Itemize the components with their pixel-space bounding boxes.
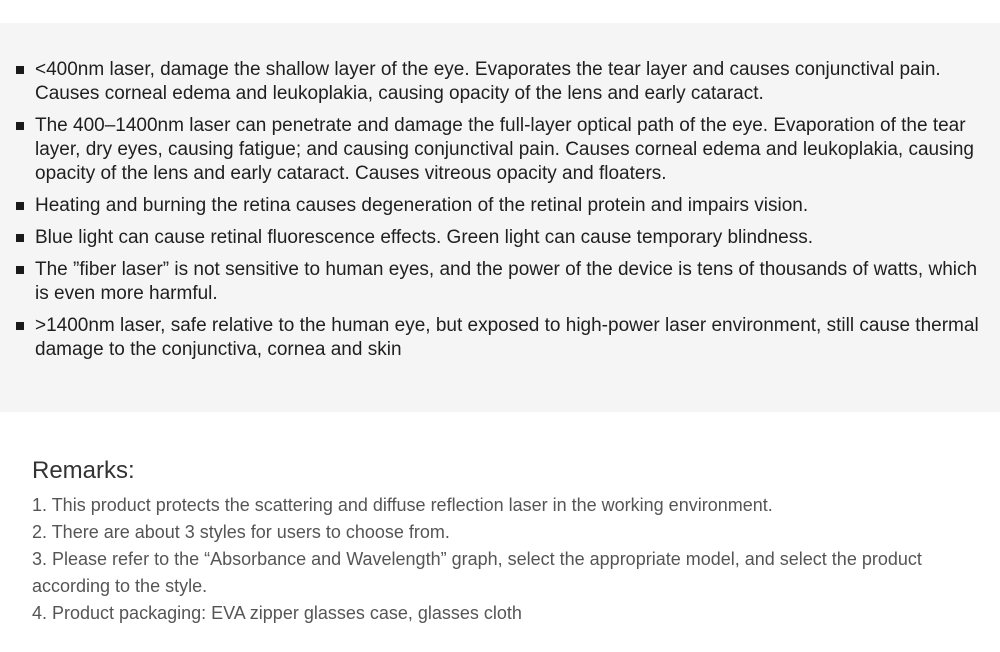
bullet-square-icon	[16, 322, 24, 330]
hazard-text: Blue light can cause retinal fluorescence effects. Green light can cause temporary blindness.	[35, 227, 814, 248]
remark-item: 2. There are about 3 styles for users to choose from.	[32, 522, 450, 542]
remark-item: 4. Product packaging: EVA zipper glasses case, glasses cloth	[32, 603, 522, 623]
hazard-item	[14, 58, 989, 106]
hazard-item	[14, 258, 989, 306]
remarks-title: Remarks:	[32, 457, 135, 484]
hazard-list	[14, 58, 989, 370]
hazard-text: Heating and burning the retina causes degeneration of the retinal protein and impairs vision.	[35, 195, 809, 216]
bullet-square-icon	[16, 122, 24, 130]
hazard-panel	[0, 23, 1000, 412]
bullet-square-icon	[16, 66, 24, 74]
bullet-square-icon	[16, 234, 24, 242]
hazard-text: >1400nm laser, safe relative to the human eye, but exposed to high-power laser environment, still cause thermal damage to the conjunctiva, cornea and skin	[35, 315, 979, 360]
hazard-item	[14, 226, 989, 250]
bullet-square-icon	[16, 202, 24, 210]
hazard-item	[14, 314, 989, 362]
remarks-list	[32, 492, 982, 627]
remarks-section	[32, 456, 982, 627]
bullet-square-icon	[16, 266, 24, 274]
hazard-text: The 400–1400nm laser can penetrate and damage the full-layer optical path of the eye. Evaporation of the tear layer, dry eyes, causing fatigue; and causing conjunctival pain. Causes corneal edema and leukoplakia, causing opacity of the lens and early cataract. Causes vitreous opacity and floaters.	[35, 115, 974, 184]
remark-item: 3. Please refer to the “Absorbance and Wavelength” graph, select the appropriate model, and select the product according to the style.	[32, 549, 922, 596]
remark-item: 1. This product protects the scattering and diffuse reflection laser in the working environment.	[32, 495, 773, 515]
hazard-item	[14, 114, 989, 186]
hazard-text: The ”fiber laser” is not sensitive to human eyes, and the power of the device is tens of thousands of watts, which is even more harmful.	[35, 259, 978, 304]
hazard-text: <400nm laser, damage the shallow layer of the eye. Evaporates the tear layer and causes conjunctival pain. Causes corneal edema and leukoplakia, causing opacity of the lens and early cataract.	[35, 59, 941, 104]
hazard-item	[14, 194, 989, 218]
